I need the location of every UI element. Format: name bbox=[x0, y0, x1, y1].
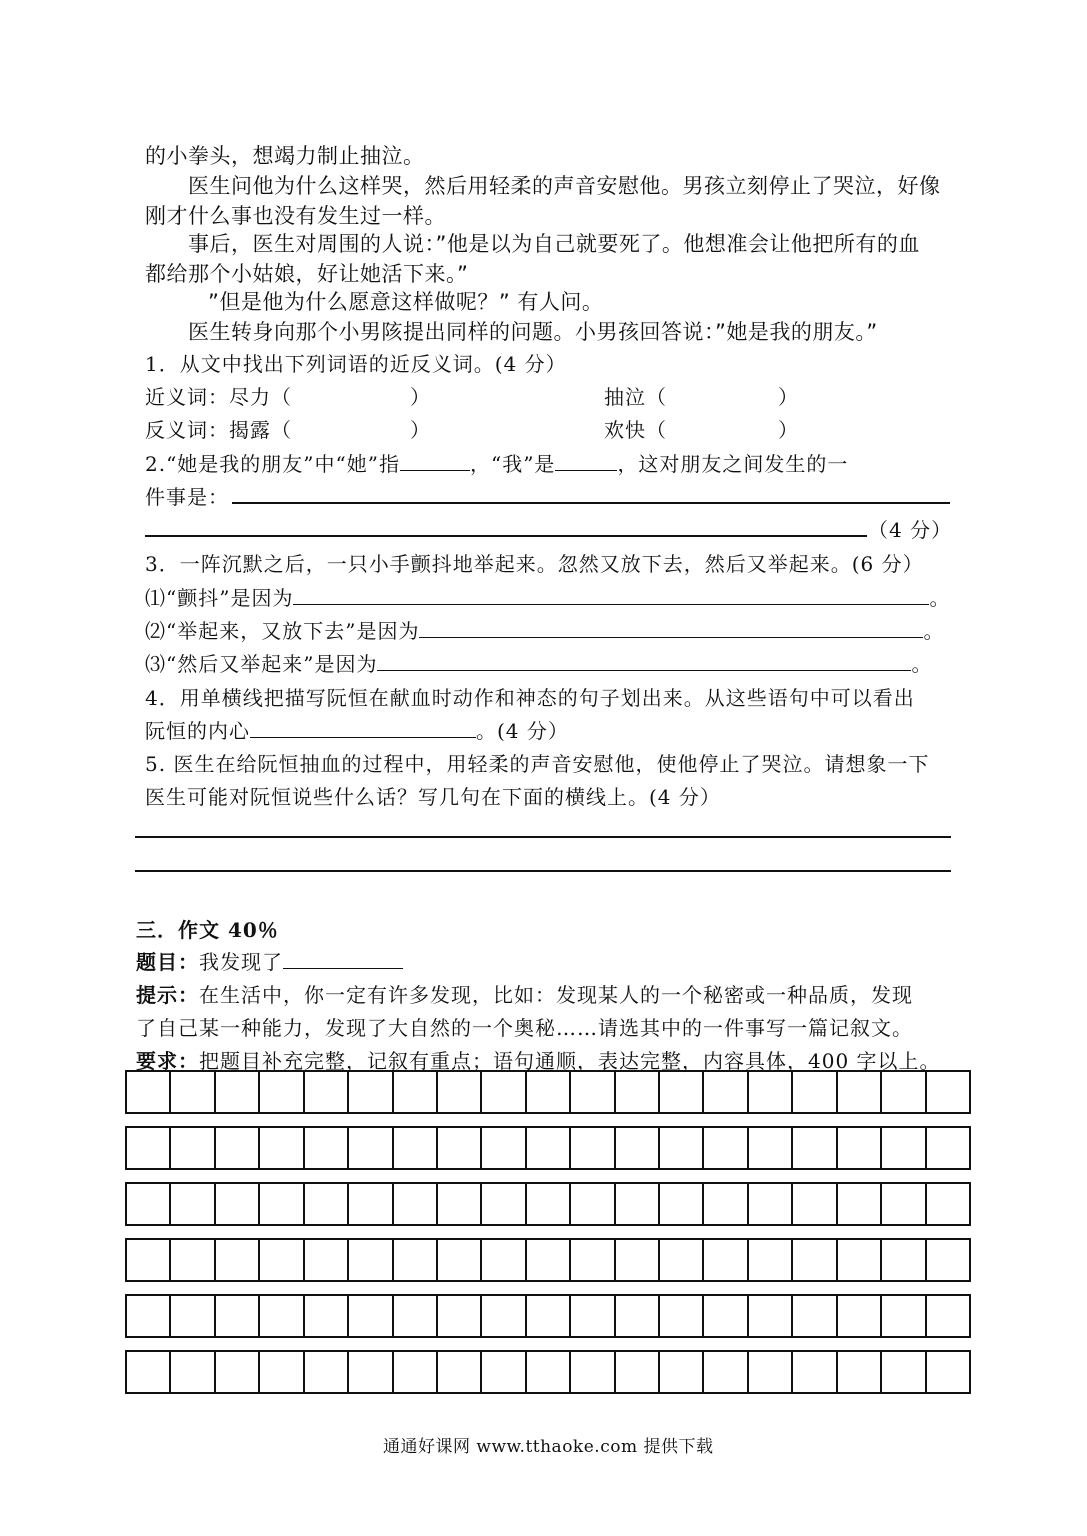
grid-cell[interactable] bbox=[838, 1184, 882, 1224]
grid-cell[interactable] bbox=[704, 1128, 748, 1168]
grid-cell[interactable] bbox=[704, 1296, 748, 1336]
period: 。 bbox=[911, 652, 933, 676]
q3-3-label: ⑶“然后又举起来”是因为 bbox=[145, 652, 378, 676]
composition-hint bbox=[136, 979, 913, 1008]
section-heading: 三．作文 40％ bbox=[136, 918, 279, 942]
grid-cell[interactable] bbox=[704, 1240, 748, 1280]
grid-cell[interactable] bbox=[349, 1240, 393, 1280]
grid-cell[interactable] bbox=[882, 1184, 926, 1224]
grid-cell[interactable] bbox=[349, 1184, 393, 1224]
close-paren: ） bbox=[778, 385, 799, 409]
grid-cell[interactable] bbox=[793, 1128, 837, 1168]
grid-cell[interactable] bbox=[260, 1184, 304, 1224]
grid-row bbox=[125, 1350, 971, 1394]
answer-line[interactable] bbox=[135, 836, 951, 838]
grid-cell[interactable] bbox=[616, 1296, 660, 1336]
grid-cell[interactable] bbox=[527, 1072, 571, 1112]
story-line: 刚才什么事也没有发生过一样。 bbox=[145, 204, 446, 228]
grid-cell[interactable] bbox=[171, 1296, 215, 1336]
grid-cell[interactable] bbox=[882, 1296, 926, 1336]
answer-blank[interactable] bbox=[419, 617, 923, 638]
grid-row bbox=[125, 1182, 971, 1226]
answer-line[interactable] bbox=[135, 870, 951, 872]
grid-cell[interactable] bbox=[616, 1352, 660, 1392]
grid-cell[interactable] bbox=[305, 1184, 349, 1224]
q2-text-a: 2.“她是我的朋友”中“她”指 bbox=[145, 452, 400, 476]
grid-cell[interactable] bbox=[127, 1072, 171, 1112]
grid-cell[interactable] bbox=[571, 1352, 615, 1392]
question-5: 5. 医生在给阮恒抽血的过程中，用轻柔的声音安慰他，使他停止了哭泣。请想象一下 bbox=[145, 752, 930, 776]
grid-cell[interactable] bbox=[660, 1296, 704, 1336]
title-blank[interactable] bbox=[283, 948, 403, 969]
grid-cell[interactable] bbox=[793, 1240, 837, 1280]
grid-cell[interactable] bbox=[838, 1072, 882, 1112]
grid-cell[interactable] bbox=[260, 1128, 304, 1168]
hint-text-2: 了自己某一种能力，发现了大自然的一个奥秘……请选其中的一件事写一篇记叙文。 bbox=[136, 1016, 913, 1040]
req-text: 把题目补充完整，记叙有重点；语句通顺，表达完整，内容具体，400 字以上。 bbox=[199, 1049, 941, 1073]
q2-score: （4 分） bbox=[868, 518, 953, 542]
grid-cell[interactable] bbox=[349, 1072, 393, 1112]
grid-cell[interactable] bbox=[216, 1240, 260, 1280]
grid-cell[interactable] bbox=[793, 1352, 837, 1392]
grid-cell[interactable] bbox=[438, 1072, 482, 1112]
grid-cell[interactable] bbox=[793, 1296, 837, 1336]
grid-cell[interactable] bbox=[749, 1072, 793, 1112]
story-line: ”但是他为什么愿意这样做呢？” 有人问。 bbox=[208, 290, 604, 314]
grid-row bbox=[125, 1070, 971, 1114]
grid-cell[interactable] bbox=[527, 1184, 571, 1224]
grid-cell[interactable] bbox=[438, 1352, 482, 1392]
grid-cell[interactable] bbox=[749, 1296, 793, 1336]
question-2 bbox=[145, 448, 848, 477]
grid-cell[interactable] bbox=[793, 1072, 837, 1112]
grid-cell[interactable] bbox=[660, 1240, 704, 1280]
grid-cell[interactable] bbox=[394, 1296, 438, 1336]
grid-cell[interactable] bbox=[616, 1128, 660, 1168]
grid-cell[interactable] bbox=[394, 1072, 438, 1112]
q3-2-label: ⑵“举起来，又放下去”是因为 bbox=[145, 619, 420, 643]
grid-cell[interactable] bbox=[527, 1296, 571, 1336]
question-4: 4．用单横线把描写阮恒在献血时动作和神态的句子划出来。从这些语句中可以看出 bbox=[145, 686, 915, 710]
q4-text-a: 阮恒的内心 bbox=[145, 719, 250, 743]
grid-cell[interactable] bbox=[927, 1296, 969, 1336]
grid-cell[interactable] bbox=[927, 1072, 969, 1112]
grid-cell[interactable] bbox=[482, 1072, 526, 1112]
grid-cell[interactable] bbox=[927, 1240, 969, 1280]
grid-cell[interactable] bbox=[571, 1296, 615, 1336]
footer-text: 通通好课网 www.tthaoke.com 提供下载 bbox=[383, 1437, 714, 1457]
question-3: 3．一阵沉默之后，一只小手颤抖地举起来。忽然又放下去，然后又举起来。(6 分） bbox=[145, 552, 924, 576]
grid-cell[interactable] bbox=[127, 1296, 171, 1336]
grid-cell[interactable] bbox=[260, 1296, 304, 1336]
grid-cell[interactable] bbox=[438, 1184, 482, 1224]
story-line: 的小拳头，想竭力制止抽泣。 bbox=[145, 144, 425, 168]
close-paren: ） bbox=[410, 418, 431, 442]
grid-cell[interactable] bbox=[171, 1128, 215, 1168]
story-line: 事后，医生对周围的人说：”他是以为自己就要死了。他想准会让他把所有的血 bbox=[188, 232, 920, 256]
grid-cell[interactable] bbox=[660, 1128, 704, 1168]
answer-line[interactable] bbox=[145, 535, 867, 537]
grid-cell[interactable] bbox=[704, 1072, 748, 1112]
grid-cell[interactable] bbox=[704, 1352, 748, 1392]
grid-cell[interactable] bbox=[171, 1184, 215, 1224]
grid-cell[interactable] bbox=[749, 1184, 793, 1224]
grid-row bbox=[125, 1294, 971, 1338]
grid-cell[interactable] bbox=[927, 1184, 969, 1224]
grid-cell[interactable] bbox=[438, 1128, 482, 1168]
grid-cell[interactable] bbox=[571, 1072, 615, 1112]
grid-cell[interactable] bbox=[216, 1128, 260, 1168]
q3-item-1 bbox=[145, 582, 950, 611]
grid-cell[interactable] bbox=[482, 1296, 526, 1336]
q2-line2: 件事是： bbox=[145, 485, 229, 509]
grid-cell[interactable] bbox=[394, 1352, 438, 1392]
grid-cell[interactable] bbox=[882, 1352, 926, 1392]
answer-blank[interactable] bbox=[293, 584, 929, 605]
title-text: 我发现了 bbox=[199, 950, 283, 974]
story-line: 医生问他为什么这样哭，然后用轻柔的声音安慰他。男孩立刻停止了哭泣，好像 bbox=[188, 174, 941, 198]
grid-cell[interactable] bbox=[882, 1072, 926, 1112]
period: 。 bbox=[923, 619, 945, 643]
grid-cell[interactable] bbox=[616, 1072, 660, 1112]
grid-cell[interactable] bbox=[749, 1240, 793, 1280]
grid-cell[interactable] bbox=[216, 1296, 260, 1336]
grid-cell[interactable] bbox=[882, 1128, 926, 1168]
grid-cell[interactable] bbox=[527, 1352, 571, 1392]
grid-cell[interactable] bbox=[571, 1240, 615, 1280]
story-line: 都给那个小姑娘，好让她活下来。” bbox=[145, 262, 469, 286]
q1-synonym-word2: 抽泣（ bbox=[604, 385, 667, 409]
grid-cell[interactable] bbox=[882, 1240, 926, 1280]
answer-blank[interactable] bbox=[250, 717, 476, 738]
grid-cell[interactable] bbox=[216, 1184, 260, 1224]
grid-cell[interactable] bbox=[660, 1352, 704, 1392]
grid-cell[interactable] bbox=[793, 1184, 837, 1224]
grid-cell[interactable] bbox=[305, 1296, 349, 1336]
title-label: 题目： bbox=[136, 950, 199, 974]
q3-item-2 bbox=[145, 615, 944, 644]
q2-text-c: ，这对朋友之间发生的一 bbox=[617, 452, 849, 476]
grid-cell[interactable] bbox=[349, 1128, 393, 1168]
grid-cell[interactable] bbox=[216, 1352, 260, 1392]
grid-cell[interactable] bbox=[394, 1184, 438, 1224]
q3-item-3 bbox=[145, 648, 932, 677]
grid-cell[interactable] bbox=[171, 1352, 215, 1392]
grid-cell[interactable] bbox=[704, 1184, 748, 1224]
q4-text-b: 。(4 分） bbox=[476, 719, 569, 743]
grid-cell[interactable] bbox=[571, 1128, 615, 1168]
grid-cell[interactable] bbox=[305, 1072, 349, 1112]
grid-cell[interactable] bbox=[527, 1240, 571, 1280]
grid-cell[interactable] bbox=[482, 1240, 526, 1280]
question-1: 1．从文中找出下列词语的近反义词。(4 分） bbox=[145, 352, 567, 376]
grid-cell[interactable] bbox=[216, 1072, 260, 1112]
grid-cell[interactable] bbox=[127, 1352, 171, 1392]
grid-cell[interactable] bbox=[305, 1240, 349, 1280]
answer-blank[interactable] bbox=[400, 450, 470, 471]
grid-cell[interactable] bbox=[171, 1072, 215, 1112]
grid-cell[interactable] bbox=[838, 1352, 882, 1392]
period: 。 bbox=[929, 586, 951, 610]
grid-cell[interactable] bbox=[349, 1296, 393, 1336]
q1-antonym-label: 反义词：揭露（ bbox=[145, 418, 292, 442]
grid-row bbox=[125, 1238, 971, 1282]
grid-cell[interactable] bbox=[527, 1128, 571, 1168]
grid-cell[interactable] bbox=[260, 1072, 304, 1112]
story-line: 医生转身向那个小男陔提出同样的问题。小男孩回答说：”她是我的朋友。” bbox=[188, 320, 878, 344]
grid-cell[interactable] bbox=[482, 1352, 526, 1392]
answer-blank[interactable] bbox=[377, 650, 911, 671]
q5-line2: 医生可能对阮恒说些什么话？写几句在下面的横线上。(4 分） bbox=[145, 785, 721, 809]
req-label: 要求： bbox=[136, 1049, 199, 1073]
grid-cell[interactable] bbox=[394, 1240, 438, 1280]
grid-cell[interactable] bbox=[482, 1128, 526, 1168]
grid-cell[interactable] bbox=[616, 1240, 660, 1280]
grid-cell[interactable] bbox=[749, 1352, 793, 1392]
grid-cell[interactable] bbox=[660, 1072, 704, 1112]
grid-cell[interactable] bbox=[838, 1296, 882, 1336]
hint-label: 提示： bbox=[136, 983, 199, 1007]
close-paren: ） bbox=[778, 418, 799, 442]
grid-cell[interactable] bbox=[838, 1240, 882, 1280]
grid-cell[interactable] bbox=[660, 1184, 704, 1224]
grid-row bbox=[125, 1126, 971, 1170]
grid-cell[interactable] bbox=[927, 1128, 969, 1168]
grid-cell[interactable] bbox=[616, 1184, 660, 1224]
grid-cell[interactable] bbox=[749, 1128, 793, 1168]
q4-line2 bbox=[145, 715, 569, 744]
composition-title bbox=[136, 946, 403, 975]
answer-line[interactable] bbox=[232, 502, 950, 504]
grid-cell[interactable] bbox=[127, 1240, 171, 1280]
grid-cell[interactable] bbox=[394, 1128, 438, 1168]
q3-1-label: ⑴“颤抖”是因为 bbox=[145, 586, 294, 610]
q2-text-b: ，“我”是 bbox=[469, 452, 556, 476]
grid-cell[interactable] bbox=[260, 1352, 304, 1392]
grid-cell[interactable] bbox=[127, 1128, 171, 1168]
grid-cell[interactable] bbox=[571, 1184, 615, 1224]
grid-cell[interactable] bbox=[305, 1128, 349, 1168]
grid-cell[interactable] bbox=[438, 1240, 482, 1280]
grid-cell[interactable] bbox=[927, 1352, 969, 1392]
grid-cell[interactable] bbox=[305, 1352, 349, 1392]
grid-cell[interactable] bbox=[171, 1240, 215, 1280]
grid-cell[interactable] bbox=[438, 1296, 482, 1336]
grid-cell[interactable] bbox=[260, 1240, 304, 1280]
grid-cell[interactable] bbox=[349, 1352, 393, 1392]
q1-synonym-label: 近义词：尽力（ bbox=[145, 385, 292, 409]
grid-cell[interactable] bbox=[482, 1184, 526, 1224]
q1-antonym-word2: 欢快（ bbox=[604, 418, 667, 442]
answer-blank[interactable] bbox=[555, 450, 617, 471]
grid-cell[interactable] bbox=[127, 1184, 171, 1224]
close-paren: ） bbox=[410, 385, 431, 409]
grid-cell[interactable] bbox=[838, 1128, 882, 1168]
hint-text: 在生活中，你一定有许多发现，比如：发现某人的一个秘密或一种品质，发现 bbox=[199, 983, 913, 1007]
